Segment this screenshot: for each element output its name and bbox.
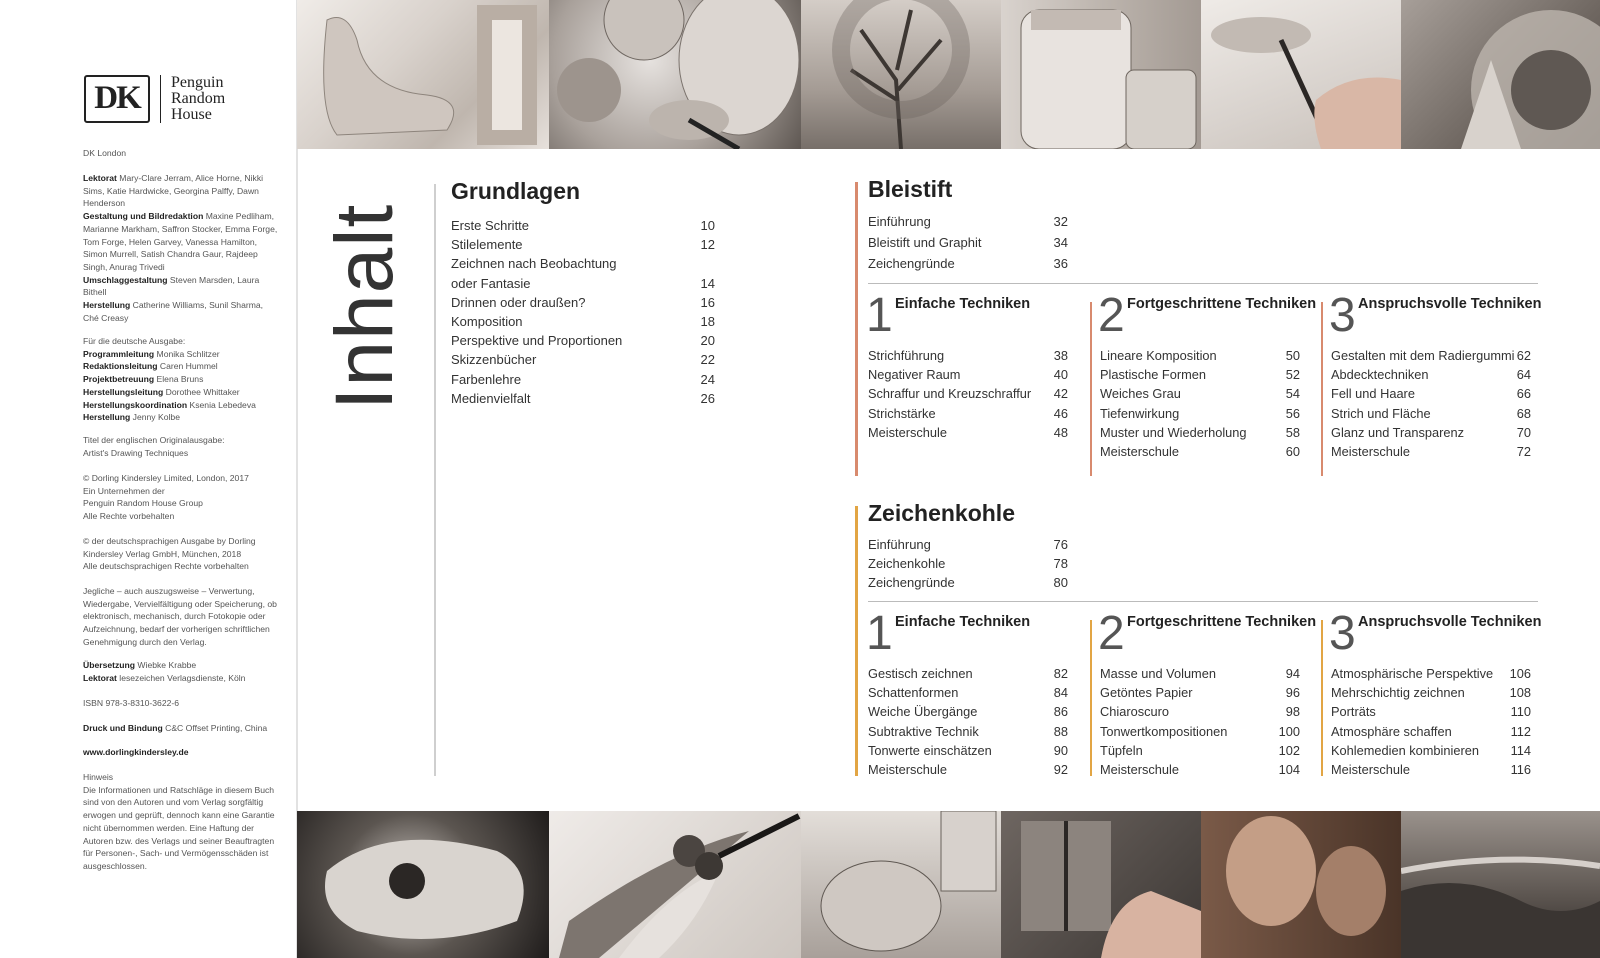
toc-entry-label: Negativer Raum	[868, 367, 961, 383]
toc-entry-label: Atmosphärische Perspektive	[1331, 666, 1494, 681]
column-accent-bar	[1321, 620, 1323, 776]
toc-entry[interactable]	[451, 276, 715, 292]
toc-entry-page: 84	[1053, 685, 1068, 701]
imprint-text: ISBN 978-3-8310-3622-6	[83, 698, 180, 708]
drawing-teapot	[801, 811, 1001, 958]
imprint-line	[83, 746, 278, 759]
toc-entry-page: 38	[1053, 348, 1068, 363]
toc-entry-label: Zeichenkohle	[868, 556, 946, 572]
imprint-line	[83, 386, 278, 399]
toc-entry-page: 100	[1278, 723, 1300, 739]
drawing-bananas-grapes	[549, 811, 801, 958]
contents-title-vertical: Inhalt	[319, 203, 410, 411]
toc-entry[interactable]	[451, 237, 715, 253]
imprint-text: Titel der englischen Originalausgabe:	[83, 435, 225, 445]
toc-entry-label: Einführung	[868, 537, 931, 552]
toc-entry-label: Mehrschichtig zeichnen	[1331, 685, 1465, 701]
imprint-text: Für die deutsche Ausgabe:	[83, 336, 186, 346]
imprint-line	[83, 299, 278, 324]
toc-entry[interactable]	[1331, 386, 1531, 402]
level-title: Einfache Techniken	[895, 296, 1031, 312]
toc-entry-label: Strichführung	[868, 348, 945, 363]
toc-entry-label: Zeichengründe	[868, 256, 955, 271]
imprint-role: Herstellung	[83, 412, 131, 423]
toc-entry-label: Erste Schritte	[451, 218, 530, 233]
toc-entry[interactable]	[451, 314, 715, 330]
toc-entry-page: 24	[700, 371, 715, 387]
imprint-text: © Dorling Kindersley Limited, London, 2017	[83, 473, 249, 483]
toc-entry-page: 98	[1285, 704, 1300, 720]
toc-entry-label: Meisterschule	[1331, 444, 1410, 459]
imprint-role: Lektorat	[83, 672, 117, 683]
toc-entry-page: 56	[1285, 405, 1300, 421]
toc-entry-page: 92	[1053, 762, 1068, 777]
toc-entry-label: Lineare Komposition	[1100, 348, 1217, 363]
toc-entry[interactable]	[868, 685, 1068, 701]
toc-entry-page: 40	[1053, 367, 1068, 383]
toc-entry-page: 62	[1516, 348, 1531, 363]
toc-entry[interactable]	[1100, 425, 1300, 441]
imprint-text: Jegliche – auch auszugsweise – Verwertung, Wiedergabe, Vervielfältigung oder Speicherung, ob elektronisch, mechanisch, durch Fotokopie oder Aufzeichnung, bedarf der vorherigen schriftlichen Genehmigung durch den Verlag.	[83, 586, 277, 647]
imprint-role: Herstellungskoordination	[83, 399, 188, 410]
toc-entry[interactable]	[868, 556, 1068, 572]
toc-entry-label: Abdecktechniken	[1331, 367, 1429, 383]
drawing-reclining-figure	[297, 0, 549, 149]
imprint-role: Übersetzung	[83, 660, 136, 670]
imprint-role: Lektorat	[83, 173, 117, 183]
imprint-line	[83, 210, 278, 274]
imprint-role: Redaktionsleitung	[83, 361, 158, 372]
imprint-line	[83, 535, 278, 560]
level-title: Anspruchsvolle Techniken	[1358, 614, 1542, 630]
toc-entry-page: 50	[1285, 348, 1300, 363]
imprint-line	[83, 172, 278, 210]
toc-entry[interactable]	[451, 352, 715, 368]
imprint-role: www.dorlingkindersley.de	[83, 747, 189, 757]
toc-entry-label: Tiefenwirkung	[1100, 405, 1180, 421]
toc-entry-page: 72	[1516, 444, 1531, 459]
toc-entry[interactable]	[868, 666, 1068, 682]
hand-pencil-sketch	[1201, 0, 1401, 149]
imprint-text: Artist's Drawing Techniques	[83, 447, 189, 458]
dk-logo: DK	[84, 75, 150, 123]
toc-entry-page: 114	[1510, 742, 1531, 758]
column-accent-bar	[1090, 302, 1092, 476]
toc-entry-page: 106	[1509, 666, 1531, 681]
toc-entry[interactable]	[1331, 425, 1531, 441]
level-title: Anspruchsvolle Techniken	[1358, 296, 1542, 312]
drawing-seascape	[1401, 811, 1600, 958]
imprint-text: Mary-Clare Jerram, Alice Horne, Nikki Sims, Katie Hardwicke, Georgina Palffy, Dawn Henderson	[83, 173, 264, 209]
toc-entry-page: 96	[1285, 685, 1300, 701]
toc-entry[interactable]	[1331, 685, 1531, 701]
imprint-role: Gestaltung und Bildredaktion	[83, 211, 204, 222]
logo-divider	[160, 75, 161, 123]
bottom-image-strip	[297, 811, 1600, 958]
toc-entry[interactable]	[1331, 367, 1531, 383]
toc-entry[interactable]	[868, 704, 1068, 720]
imprint-role: Programmleitung	[83, 348, 155, 359]
toc-entry-label: Weiche Übergänge	[868, 704, 978, 720]
fruit-sketch	[549, 0, 801, 149]
toc-entry[interactable]	[868, 256, 1068, 272]
toc-entry-label: Zeichnen nach Beobachtung	[451, 256, 617, 272]
imprint-text: Catherine Williams, Sunil Sharma, Ché Creasy	[83, 300, 264, 323]
toc-entry[interactable]	[451, 218, 715, 234]
teapot-sketch	[801, 811, 1001, 958]
toc-entry[interactable]	[1331, 406, 1531, 422]
toc-entry-label: Subtraktive Technik	[868, 723, 979, 739]
toc-entry[interactable]	[1331, 743, 1531, 759]
imprint-line	[83, 434, 278, 447]
column-accent-bar	[1090, 620, 1092, 776]
column-accent-bar	[1321, 302, 1323, 476]
toc-entry-page: 36	[1053, 256, 1068, 271]
level-title: Fortgeschrittene Techniken	[1127, 614, 1317, 630]
toc-entry-page: 88	[1053, 723, 1068, 739]
toc-entry-page: 20	[700, 333, 715, 349]
toc-entry-label: Meisterschule	[1100, 444, 1179, 459]
toc-entry-page: 104	[1278, 762, 1300, 777]
toc-entry[interactable]	[868, 575, 1068, 591]
toc-entry-label: Atmosphäre schaffen	[1331, 723, 1452, 739]
bleistift-accent-bar	[855, 182, 858, 476]
imprint-text: Wiebke Krabbe	[135, 660, 197, 670]
window-hand-sketch	[1001, 811, 1201, 958]
imprint-text: Dorothee Whittaker	[163, 386, 240, 397]
toc-entry-label: Glanz und Transparenz	[1331, 424, 1465, 440]
skull-sketch	[297, 811, 549, 958]
toc-entry-label: Medienvielfalt	[451, 390, 531, 406]
drawing-gear	[1401, 0, 1600, 149]
toc-entry-label: Strichstärke	[868, 405, 936, 421]
toc-entry-label: Weiches Grau	[1100, 386, 1181, 402]
toc-entry[interactable]	[1100, 348, 1300, 364]
toc-entry-label: Masse und Volumen	[1100, 666, 1216, 681]
imprint-block	[83, 172, 278, 324]
toc-entry-label: Gestisch zeichnen	[868, 666, 973, 681]
toc-entry-page: 46	[1053, 405, 1068, 421]
toc-entry-page: 48	[1053, 424, 1068, 440]
imprint-text: Steven Marsden, Laura Bithell	[83, 274, 260, 298]
toc-entry[interactable]	[1331, 762, 1531, 778]
imprint-text: Monika Schlitzer	[154, 348, 220, 359]
toc-entry-label: Perspektive und Proportionen	[451, 333, 623, 349]
imprint-block	[83, 722, 278, 735]
imprint-text: C&C Offset Printing, China	[162, 723, 268, 733]
imprint-role: Herstellung	[83, 300, 131, 311]
imprint-line	[83, 510, 278, 523]
toc-entry-page: 116	[1510, 762, 1531, 777]
toc-entry[interactable]	[868, 367, 1068, 383]
toc-entry-page: 112	[1510, 723, 1531, 739]
toc-entry[interactable]	[1100, 406, 1300, 422]
toc-entry-page: 22	[700, 352, 715, 368]
toc-entry[interactable]	[868, 425, 1068, 441]
imprint-text: Maxine Pedliham, Marianne Markham, Saffron Stocker, Emma Forge, Tom Forge, Helen Garvey, Vanessa Hamilton, Simon Murrell, Satish Chandra Gaur, Rajdeep Singh, Anurag Trivedi	[83, 211, 278, 272]
imprint-line	[83, 335, 278, 348]
toc-entry[interactable]	[451, 333, 715, 349]
imprint-line	[83, 722, 278, 735]
toc-entry-page: 94	[1285, 666, 1300, 681]
toc-entry-page: 66	[1516, 386, 1531, 402]
zeichenkohle-divider	[868, 601, 1538, 602]
jars-sketch	[1001, 0, 1201, 149]
level-number: 3	[1329, 289, 1356, 342]
toc-entry-label: Kohlemedien kombinieren	[1331, 742, 1479, 758]
toc-entry[interactable]	[451, 372, 715, 388]
toc-entry-label: Tonwertkompositionen	[1100, 723, 1228, 739]
imprint-text: Caren Hummel	[157, 361, 218, 372]
toc-entry-page: 64	[1516, 367, 1531, 383]
drawing-tree	[801, 0, 1001, 149]
imprint-role: Druck und Bindung	[83, 723, 163, 733]
toc-entry-label: Zeichengründe	[868, 575, 955, 591]
gear-sketch	[1401, 0, 1600, 149]
imprint-text: Hinweis	[83, 772, 114, 782]
toc-entry-label: oder Fantasie	[451, 275, 531, 291]
toc-entry-page: 86	[1053, 704, 1068, 720]
toc-entry[interactable]	[1331, 444, 1531, 460]
toc-entry-page: 90	[1053, 742, 1068, 758]
figure-sketch	[297, 0, 549, 149]
toc-entry-page: 18	[700, 314, 715, 329]
toc-entry[interactable]	[868, 386, 1068, 402]
zeichenkohle-accent-bar	[855, 506, 858, 776]
toc-entry-page: 26	[700, 390, 715, 406]
toc-entry[interactable]	[451, 391, 715, 407]
toc-entry-label: Gestalten mit dem Radiergummi	[1331, 348, 1515, 363]
imprint-block	[83, 659, 278, 684]
toc-entry[interactable]	[868, 724, 1068, 740]
imprint-block	[83, 434, 278, 459]
imprint-block	[83, 335, 278, 424]
toc-entry[interactable]	[1100, 743, 1300, 759]
toc-entry[interactable]	[1100, 685, 1300, 701]
toc-entry-page: 68	[1516, 405, 1531, 421]
imprint-line	[83, 560, 278, 573]
toc-entry[interactable]	[868, 348, 1068, 364]
toc-entry[interactable]	[1331, 704, 1531, 720]
drawing-animal-skull	[297, 811, 549, 958]
grundlagen-title: Grundlagen	[451, 178, 581, 204]
level-number: 2	[1098, 289, 1125, 342]
imprint-role: Umschlaggestaltung	[83, 274, 168, 285]
imprint-text: Jenny Kolbe	[130, 412, 180, 423]
toc-entry-label: Strich und Fläche	[1331, 405, 1431, 421]
level-number: 2	[1098, 607, 1125, 660]
toc-entry-label: Einführung	[868, 214, 931, 229]
toc-entry[interactable]	[868, 214, 1068, 230]
imprint-line	[83, 447, 278, 460]
imprint-dk-london: DK London	[83, 148, 127, 158]
toc-entry-label: Muster und Wiederholung	[1100, 424, 1247, 440]
imprint-role: Projektbetreuung	[83, 374, 155, 385]
toc-entry-page: 16	[700, 294, 715, 310]
toc-entry-label: Stilelemente	[451, 237, 523, 253]
imprint-block	[83, 746, 278, 759]
zeichenkohle-title: Zeichenkohle	[868, 500, 1015, 526]
seascape-sketch	[1401, 811, 1600, 958]
imprint-line	[83, 784, 278, 873]
level-title: Einfache Techniken	[895, 614, 1031, 630]
imprint-line	[83, 411, 278, 424]
drawing-fruit-still-life	[549, 0, 801, 149]
toc-entry[interactable]	[1100, 386, 1300, 402]
toc-entry[interactable]	[868, 537, 1068, 553]
level-number: 1	[866, 289, 893, 342]
toc-entry-page: 78	[1053, 556, 1068, 572]
toc-entry[interactable]	[1100, 666, 1300, 682]
imprint-line	[83, 497, 278, 510]
imprint-block	[83, 771, 278, 873]
imprint-text: Alle deutschsprachigen Rechte vorbehalten	[83, 561, 249, 572]
imprint-line	[83, 274, 278, 299]
toc-entry-label: Chiaroscuro	[1100, 704, 1169, 720]
toc-entry-page: 10	[700, 218, 715, 233]
toc-entry[interactable]	[868, 406, 1068, 422]
toc-entry-page: 110	[1510, 704, 1531, 720]
imprint-line	[83, 659, 278, 672]
toc-entry-page: 12	[700, 237, 715, 253]
toc-entry-page: 54	[1285, 386, 1300, 402]
imprint-block	[83, 472, 278, 523]
toc-entry[interactable]	[1100, 367, 1300, 383]
toc-entry-page: 76	[1053, 537, 1068, 552]
level-number: 1	[866, 607, 893, 660]
imprint-line	[83, 672, 278, 685]
toc-entry-label: Drinnen oder draußen?	[451, 294, 586, 310]
toc-entry-label: Schraffur und Kreuzschraffur	[868, 386, 1032, 402]
imprint-line	[83, 585, 278, 649]
imprint-line	[83, 697, 278, 710]
imprint-line	[83, 771, 278, 784]
imprint-line	[83, 360, 278, 373]
toc-entry-page: 42	[1053, 386, 1068, 402]
toc-entry[interactable]	[451, 295, 715, 311]
toc-entry-label: Bleistift und Graphit	[868, 235, 982, 250]
toc-entry[interactable]	[1100, 724, 1300, 740]
imprint-text: © der deutschsprachigen Ausgabe by Dorling Kindersley Verlag GmbH, München, 2018	[83, 536, 256, 559]
toc-entry-label: Komposition	[451, 314, 523, 329]
drawing-jars	[1001, 0, 1201, 149]
imprint-text: Die Informationen und Ratschläge in diesem Buch sind von den Autoren und vom Verlag sorgfältig erwogen und geprüft, dennoch kann eine Garantie nicht übernommen werden. Eine Haftung der Autoren bzw. des Verlags und seiner Beauftragten für Personen-, Sach- und Vermögensschäden ist ausgeschlossen.	[83, 784, 275, 871]
toc-entry-label: Porträts	[1331, 704, 1376, 720]
toc-entry-label: Farbenlehre	[451, 371, 522, 387]
penguin-random-house-logo-text: Penguin Random House	[171, 74, 226, 123]
toc-entry-label: Meisterschule	[868, 762, 947, 777]
imprint-line	[83, 399, 278, 412]
toc-entry[interactable]	[868, 743, 1068, 759]
toc-entry-label: Skizzenbücher	[451, 352, 537, 368]
imprint-text: Alle Rechte vorbehalten	[83, 511, 175, 522]
toc-entry-label: Getöntes Papier	[1100, 685, 1193, 701]
toc-entry-label: Fell und Haare	[1331, 386, 1415, 402]
toc-entry-label: Plastische Formen	[1100, 367, 1206, 383]
imprint-role: Herstellungsleitung	[83, 386, 164, 397]
grundlagen-bar	[434, 184, 436, 776]
bananas-sketch	[549, 811, 801, 958]
toc-entry[interactable]	[451, 256, 715, 272]
imprint-column	[0, 0, 296, 958]
toc-entry-page: 70	[1516, 424, 1531, 440]
toc-entry[interactable]	[1100, 704, 1300, 720]
imprint-block	[83, 535, 278, 573]
toc-entry-label: Tüpfeln	[1100, 742, 1143, 758]
imprint-text: Ksenia Lebedeva	[187, 399, 256, 410]
tree-sketch	[801, 0, 1001, 149]
toc-entry-page: 82	[1053, 666, 1068, 681]
imprint-line	[83, 373, 278, 386]
level-title: Fortgeschrittene Techniken	[1127, 296, 1317, 312]
imprint-line	[83, 485, 278, 498]
imprint-text: Penguin Random House Group	[83, 498, 203, 509]
imprint-text: lesezeichen Verlagsdienste, Köln	[116, 672, 246, 683]
toc-entry-page: 60	[1285, 444, 1300, 459]
toc-entry-page: 14	[700, 275, 715, 291]
toc-entry-page: 58	[1285, 424, 1300, 440]
level-number: 3	[1329, 607, 1356, 660]
toc-entry-label: Meisterschule	[1100, 762, 1179, 777]
toc-entry-page: 32	[1053, 214, 1068, 229]
toc-entry-page: 52	[1285, 367, 1300, 383]
toc-entry-page: 34	[1053, 235, 1068, 250]
toc-entry[interactable]	[868, 762, 1068, 778]
imprint-block	[83, 697, 278, 710]
bleistift-title: Bleistift	[868, 176, 953, 202]
drawing-window-hand	[1001, 811, 1201, 958]
imprint-line	[83, 472, 278, 485]
toc-entry[interactable]	[1331, 666, 1531, 682]
toc-entry[interactable]	[1331, 724, 1531, 740]
imprint-line	[83, 348, 278, 361]
toc-entry-page: 108	[1509, 685, 1531, 701]
toc-entry[interactable]	[1331, 348, 1531, 364]
toc-entry[interactable]	[1100, 444, 1300, 460]
toc-entry-page: 80	[1053, 575, 1068, 591]
drawing-hand-with-pencil	[1201, 0, 1401, 149]
imprint-text: Ein Unternehmen der	[83, 485, 165, 496]
imprint-block	[83, 585, 278, 649]
toc-entry-label: Schattenformen	[868, 685, 959, 701]
toc-entry-label: Meisterschule	[868, 424, 947, 440]
toc-entry-page: 102	[1278, 742, 1300, 758]
imprint-text: Elena Bruns	[154, 374, 204, 385]
toc-entry[interactable]	[868, 235, 1068, 251]
publisher-logo	[84, 74, 225, 124]
toc-entry-label: Tonwerte einschätzen	[868, 742, 992, 758]
toc-entry-label: Meisterschule	[1331, 762, 1410, 777]
portraits-sketch	[1201, 811, 1401, 958]
drawing-portraits	[1201, 811, 1401, 958]
toc-entry[interactable]	[1100, 762, 1300, 778]
bleistift-divider	[868, 283, 1538, 284]
top-image-strip	[297, 0, 1600, 149]
